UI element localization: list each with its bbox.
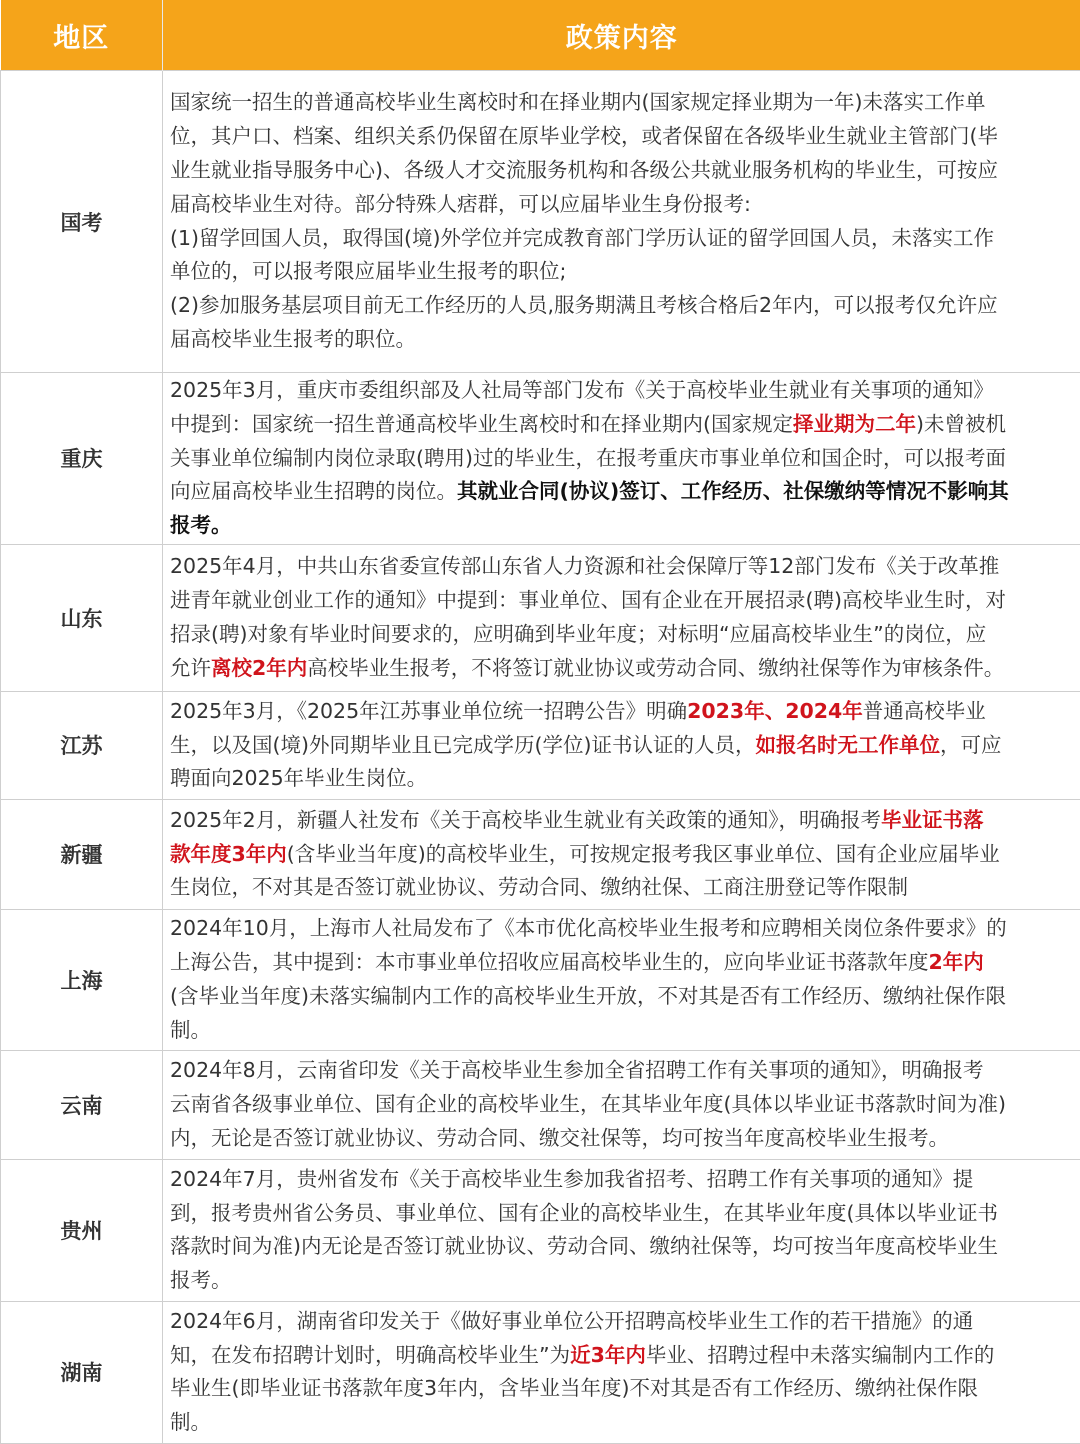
policy-text: 2024年8月，云南省印发《关于高校毕业生参加全省招聘工作有关事项的通知》，明确报考 [170,1058,983,1082]
highlight-text: 离校2年内 [211,656,307,680]
table-row [1,799,1080,909]
policy-text-line [170,289,1075,323]
region-cell: 新疆 [1,799,163,909]
policy-text: 到，报考贵州省公务员、事业单位、国有企业的高校毕业生，在其毕业年度(具体以毕业证书 [170,1201,998,1225]
table-row [1,691,1080,799]
policy-text: 2025年4月，中共山东省委宣传部山东省人力资源和社会保障厅等12部门发布《关于改革推 [170,554,999,578]
policy-text-line [170,804,1075,838]
policy-text-line [170,154,1075,188]
table-row [1,1159,1080,1301]
header-content: 政策内容 [163,0,1080,71]
policy-text-line [170,120,1075,154]
policy-text-line [170,871,1075,905]
highlight-text: 款年度3年内 [170,842,287,866]
region-cell: 贵州 [1,1159,163,1301]
policy-text-line [170,475,1075,509]
policy-text: 招录(聘)对象有毕业时间要求的，应明确到毕业年度；对标明“应届高校毕业生”的岗位，应 [170,622,986,646]
policy-text-line [170,838,1075,872]
highlight-text: 择业期为二年 [793,412,916,436]
policy-text-line [170,1339,1075,1373]
region-cell: 上海 [1,909,163,1050]
policy-text: 毕业生(即毕业证书落款年度3年内，含毕业当年度)不对其是否有工作经历、缴纳社保作限 [170,1376,978,1400]
table-row [1,909,1080,1050]
bold-text: 其就业合同(协议)签订、工作经历、社保缴纳等情况不影响其 [457,479,1009,503]
table-row [1,373,1080,545]
policy-text-line [170,584,1075,618]
highlight-text: 如报名时无工作单位 [756,733,941,757]
policy-text: 向应届高校毕业生招聘的岗位。 [170,479,457,503]
highlight-text: 近3年内 [570,1343,646,1367]
policy-text: (1)留学回国人员，取得国(境)外学位并完成教育部门学历认证的留学回国人员，未落实工作 [170,226,994,250]
policy-text-line [170,1122,1075,1156]
bold-text: 报考。 [170,513,232,537]
policy-text-line [170,912,1075,946]
policy-text-line [170,695,1075,729]
policy-content-cell [163,544,1080,691]
policy-text-line [170,1406,1075,1440]
policy-content-cell [163,1050,1080,1159]
policy-text: 2025年3月，《2025年江苏事业单位统一招聘公告》明确 [170,699,687,723]
policy-text-line [170,550,1075,584]
table-body [1,71,1080,1444]
policy-text-line [170,618,1075,652]
policy-text: 知，在发布招聘计划时，明确高校毕业生”为 [170,1343,570,1367]
policy-text-line [170,729,1075,763]
policy-content-cell [163,799,1080,909]
policy-text: (含毕业当年度)的高校毕业生，可按规定报考我区事业单位、国有企业应届毕业 [287,842,1000,866]
policy-text: 关事业单位编制内岗位录取(聘用)过的毕业生，在报考重庆市事业单位和国企时，可以报考面 [170,446,1006,470]
policy-text-line [170,1305,1075,1339]
policy-text: 单位的，可以报考限应届毕业生报考的职位; [170,259,566,283]
policy-text-line [170,1088,1075,1122]
region-cell: 国考 [1,71,163,373]
policy-text: 中提到：国家统一招生普通高校毕业生离校时和在择业期内(国家规定 [170,412,793,436]
region-cell: 云南 [1,1050,163,1159]
policy-text: (2)参加服务基层项目前无工作经历的人员,服务期满且考核合格后2年内，可以报考仅允许应 [170,293,998,317]
policy-text-line [170,1163,1075,1197]
highlight-text: 毕业证书落 [881,808,984,832]
policy-text: 进青年就业创业工作的通知》中提到：事业单位、国有企业在开展招录(聘)高校毕业生时，对 [170,588,1006,612]
policy-text-line [170,1372,1075,1406]
policy-text-line [170,980,1075,1014]
highlight-text: 2年内 [929,950,984,974]
policy-text: 内，无论是否签订就业协议、劳动合同、缴交社保等，均可按当年度高校毕业生报考。 [170,1126,949,1150]
region-cell: 湖南 [1,1301,163,1443]
table-row [1,1301,1080,1443]
policy-text: 允许 [170,656,211,680]
policy-text: ，可应 [940,733,1002,757]
region-cell: 重庆 [1,373,163,545]
policy-text: 毕业、招聘过程中未落实编制内工作的 [646,1343,995,1367]
policy-text: 落款时间为准)内无论是否签订就业协议、劳动合同、缴纳社保等，均可按当年度高校毕业生 [170,1234,998,1258]
policy-content-cell [163,909,1080,1050]
policy-text-line [170,509,1075,543]
policy-text-line [170,374,1075,408]
policy-text-line [170,1264,1075,1298]
policy-text: (含毕业当年度)未落实编制内工作的高校毕业生开放，不对其是否有工作经历、缴纳社保作限 [170,984,1006,1008]
policy-text: 2024年7月，贵州省发布《关于高校毕业生参加我省招考、招聘工作有关事项的通知》提 [170,1167,973,1191]
policy-text: 2024年6月，湖南省印发关于《做好事业单位公开招聘高校毕业生工作的若干措施》的通 [170,1309,973,1333]
region-cell: 江苏 [1,691,163,799]
table-row [1,71,1080,373]
policy-text: 报考。 [170,1268,232,1292]
policy-text: 国家统一招生的普通高校毕业生离校时和在择业期内(国家规定择业期为一年)未落实工作单 [170,90,986,114]
table-row [1,1050,1080,1159]
region-cell: 山东 [1,544,163,691]
policy-text: 届高校毕业生对待。部分特殊人痞群，可以应届毕业生身份报考: [170,192,751,216]
policy-text-line [170,652,1075,686]
policy-text-line [170,1014,1075,1048]
policy-text: 云南省各级事业单位、国有企业的高校毕业生，在其毕业年度(具体以毕业证书落款时间为准) [170,1092,1006,1116]
policy-text: 普通高校毕业 [863,699,986,723]
policy-text-line [170,323,1075,357]
policy-text: 位，其户口、档案、组织关系仍保留在原毕业学校，或者保留在各级毕业生就业主管部门(毕 [170,124,998,148]
policy-text: 业生就业指导服务中心)、各级人才交流服务机构和各级公共就业服务机构的毕业生，可按应 [170,158,998,182]
policy-text-line [170,86,1075,120]
policy-content-cell [163,373,1080,545]
policy-text-line [170,255,1075,289]
policy-text: 2025年2月，新疆人社发布《关于高校毕业生就业有关政策的通知》，明确报考 [170,808,881,832]
policy-text-line [170,1054,1075,1088]
policy-text: 生岗位，不对其是否签订就业协议、劳动合同、缴纳社保、工商注册登记等作限制 [170,875,908,899]
policy-text-line [170,442,1075,476]
policy-text: 生，以及国(境)外同期毕业且已完成学历(学位)证书认证的人员， [170,733,756,757]
policy-text: 2025年3月，重庆市委组织部及人社局等部门发布《关于高校毕业生就业有关事项的通知》 [170,378,994,402]
policy-text-line [170,1230,1075,1264]
table-row [1,544,1080,691]
policy-text-line [170,1197,1075,1231]
policy-content-cell [163,691,1080,799]
policy-text-line [170,762,1075,796]
policy-text: 聘面向2025年毕业生岗位。 [170,766,427,790]
policy-content-cell [163,1159,1080,1301]
policy-text: 2024年10月，上海市人社局发布了《本市优化高校毕业生报考和应聘相关岗位条件要求》的 [170,916,1007,940]
policy-text: 制。 [170,1410,211,1434]
policy-text: 上海公告，其中提到：本市事业单位招收应届高校毕业生的，应向毕业证书落款年度 [170,950,929,974]
policy-text: )未曾被机 [916,412,1006,436]
policy-text: 高校毕业生报考，不将签订就业协议或劳动合同、缴纳社保等作为审核条件。 [307,656,1004,680]
table-header-row [1,0,1080,71]
policy-text-line [170,946,1075,980]
policy-text-line [170,222,1075,256]
policy-text-line [170,188,1075,222]
policy-text-line [170,408,1075,442]
policy-content-cell [163,71,1080,373]
header-region: 地区 [1,0,163,71]
policy-text: 届高校毕业生报考的职位。 [170,327,416,351]
highlight-text: 2023年、2024年 [687,699,863,723]
policy-text: 制。 [170,1018,211,1042]
policy-content-cell [163,1301,1080,1443]
